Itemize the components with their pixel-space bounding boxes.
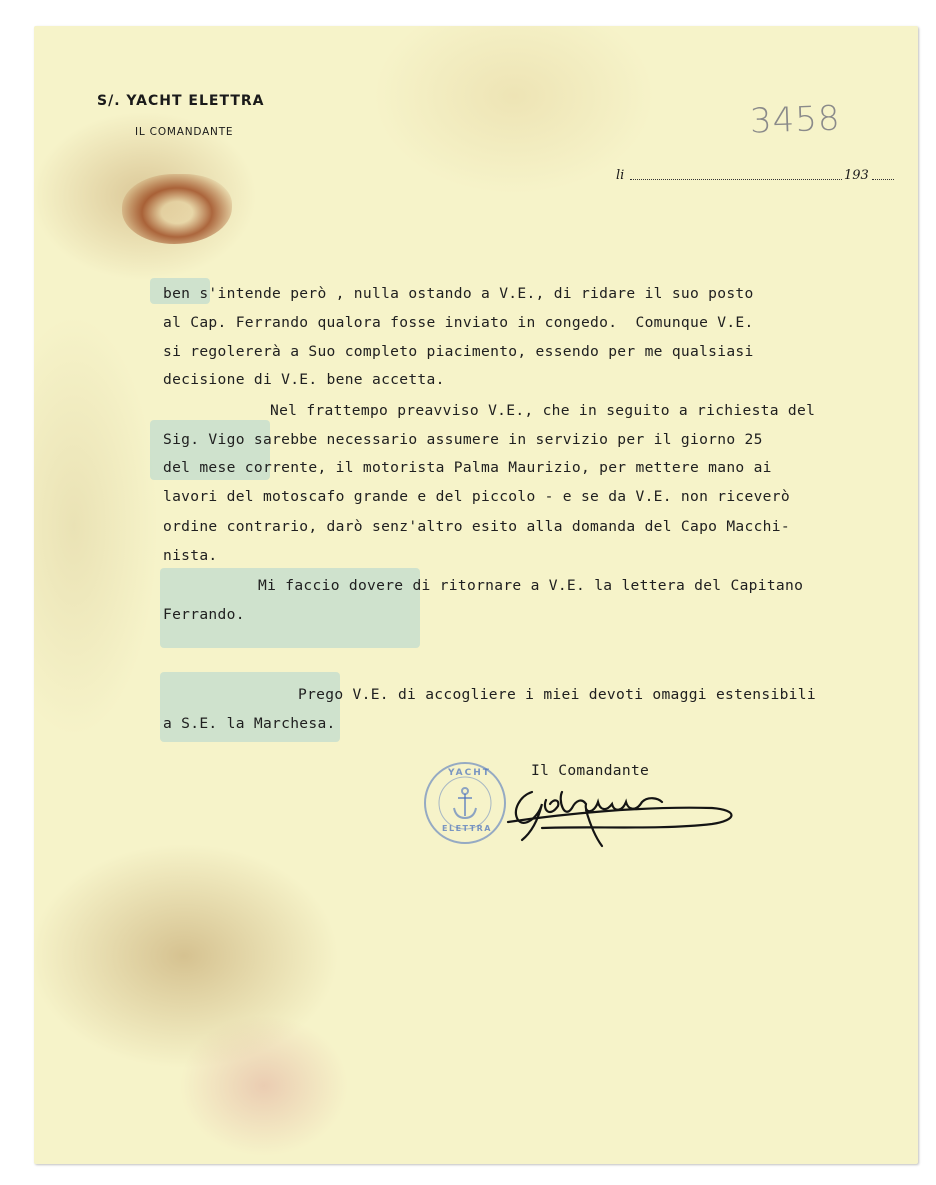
body-line: Ferrando. [163,606,245,623]
handwritten-signature [502,770,742,854]
body-line: Mi faccio dovere di ritornare a V.E. la lettera del Capitano [258,577,804,594]
body-line: nista. [163,547,218,564]
body-line: si regolererà a Suo completo piacimento, essendo per me qualsiasi [163,343,754,360]
body-line: ben s'intende però , nulla ostando a V.E., di ridare il suo posto [163,285,754,302]
body-line: lavori del motoscafo grande e del piccolo - e se da V.E. non riceverò [163,488,790,505]
date-year: 193 [844,168,869,183]
letterhead-subtitle: IL COMANDANTE [135,126,234,138]
stamp-text-top: YACHT [448,768,491,778]
closing-title: Il Comandante [531,762,650,779]
stamp-text-bottom: ELETTRA [442,824,492,833]
body-line: Sig. Vigo sarebbe necessario assumere in servizio per il giorno 25 [163,431,763,448]
date-prefix: li [616,168,625,183]
body-line: a S.E. la Marchesa. [163,715,336,732]
body-line: del mese corrente, il motorista Palma Maurizio, per mettere mano ai [163,459,772,476]
date-blank [872,179,894,180]
body-line: Nel frattempo preavviso V.E., che in seguito a richiesta del [270,402,816,419]
yacht-stamp [424,762,506,844]
date-line [616,168,880,184]
date-blank [630,179,842,180]
letterhead-name: S/. YACHT ELETTRA [97,93,265,109]
body-line: Prego V.E. di accogliere i miei devoti omaggi estensibili [298,686,816,703]
body-line: decisione di V.E. bene accetta. [163,371,445,388]
burn-stain [122,174,232,244]
body-line: al Cap. Ferrando qualora fosse inviato in congedo. Comunque V.E. [163,314,754,331]
body-line: ordine contrario, darò senz'altro esito alla domanda del Capo Macchi- [163,518,790,535]
archive-number: 3458 [749,98,842,142]
